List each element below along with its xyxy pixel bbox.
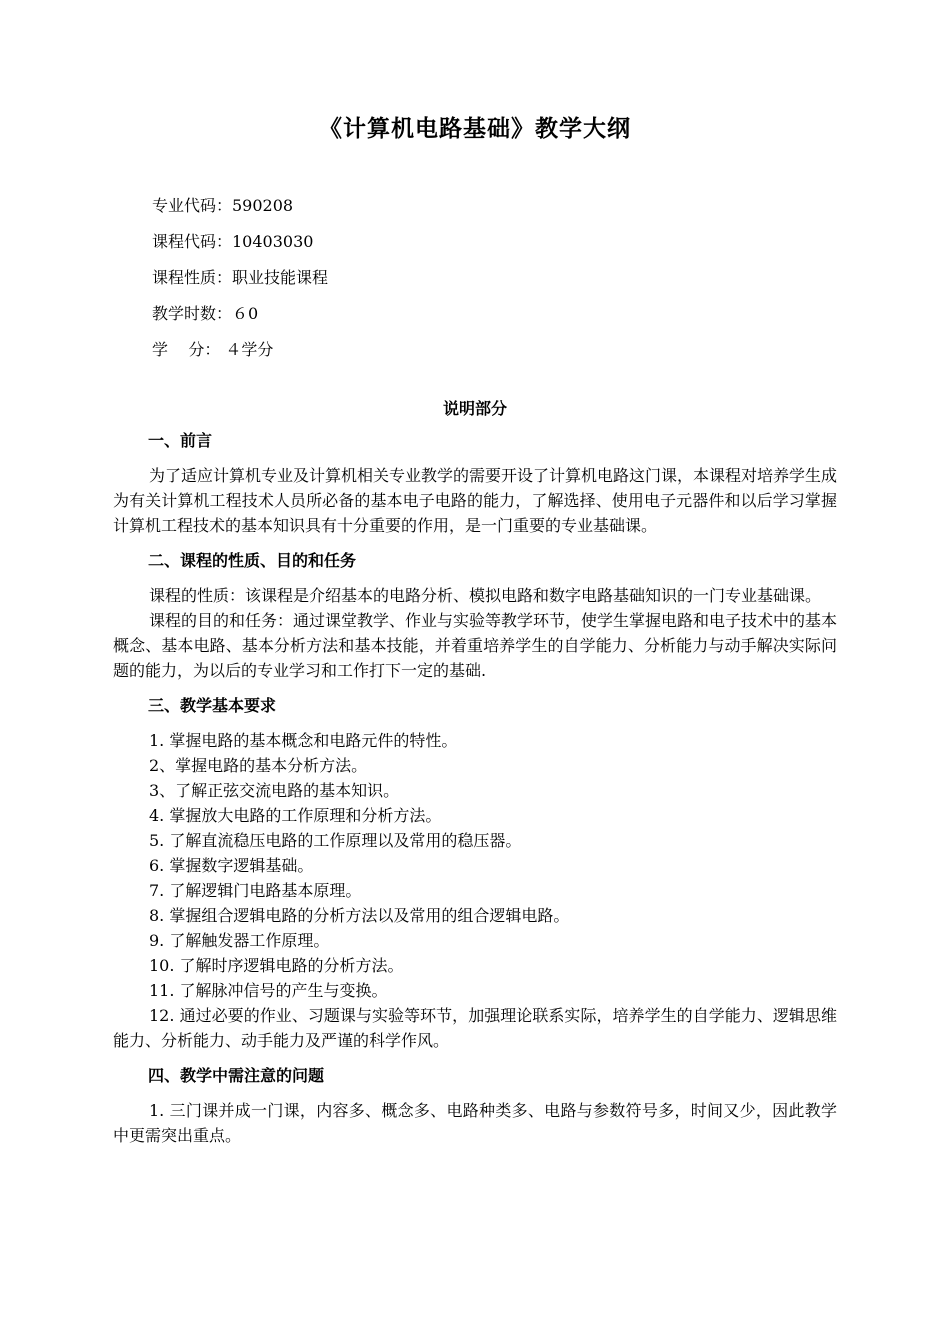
list-item: 5. 了解直流稳压电路的工作原理以及常用的稳压器。: [149, 831, 522, 850]
document-title: 《计算机电路基础》教学大纲: [319, 116, 631, 142]
heading-nature-purpose: 二、课程的性质、目的和任务: [148, 551, 357, 570]
meta-teaching-hours: 教学时数：６0: [152, 304, 259, 323]
meta-credits: 学 分： ４学分: [152, 340, 274, 359]
heading-requirements: 三、教学基本要求: [148, 696, 277, 715]
meta-course-code: 课程代码：10403030: [152, 232, 314, 251]
list-item: 1. 掌握电路的基本概念和电路元件的特性。: [149, 731, 458, 750]
list-item: 2、掌握电路的基本分析方法。: [149, 756, 368, 775]
list-item: 3、了解正弦交流电路的基本知识。: [149, 781, 400, 800]
list-item: 9. 了解触发器工作原理。: [149, 931, 330, 950]
list-item: 11. 了解脉冲信号的产生与变换。: [149, 981, 388, 1000]
section-title: 说明部分: [442, 399, 507, 418]
heading-teaching-notes: 四、教学中需注意的问题: [148, 1066, 325, 1085]
list-item: 7. 了解逻辑门电路基本原理。: [149, 881, 362, 900]
list-item: 1. 三门课并成一门课，内容多、概念多、电路种类多、电路与参数符号多，时间又少，因此教学中更需突出重点。: [113, 1101, 837, 1145]
list-item: 6. 掌握数字逻辑基础。: [149, 856, 314, 875]
meta-major-code: 专业代码：590208: [152, 196, 294, 215]
list-item: 8. 掌握组合逻辑电路的分析方法以及常用的组合逻辑电路。: [149, 906, 570, 925]
document-body: [113, 428, 837, 1148]
paragraph-preface: 为了适应计算机专业及计算机相关专业教学的需要开设了计算机电路这门课，本课程对培养学生成为有关计算机工程技术人员所必备的基本电子电路的能力，了解选择、使用电子元器件和以后学习掌握计算机工程技术的基本知识具有十分重要的作用，是一门重要的专业基础课。: [113, 466, 838, 535]
heading-preface: 一、前言: [148, 431, 213, 450]
meta-course-type: 课程性质：职业技能课程: [152, 268, 329, 287]
paragraph-course-goals: 课程的目的和任务：通过课堂教学、作业与实验等教学环节，使学生掌握电路和电子技术中的基本概念、基本电路、基本分析方法和基本技能，并着重培养学生的自学能力、分析能力与动手解决实际问题的能力，为以后的专业学习和工作打下一定的基础.: [113, 611, 838, 680]
list-item: 12. 通过必要的作业、习题课与实验等环节，加强理论联系实际，培养学生的自学能力、逻辑思维能力、分析能力、动手能力及严谨的科学作风。: [113, 1006, 837, 1050]
list-item: 10. 了解时序逻辑电路的分析方法。: [149, 956, 404, 975]
paragraph-course-nature: 课程的性质：该课程是介绍基本的电路分析、模拟电路和数字电路基础知识的一门专业基础课。: [149, 586, 822, 605]
list-item: 4. 掌握放大电路的工作原理和分析方法。: [149, 806, 442, 825]
course-meta: [152, 188, 328, 368]
